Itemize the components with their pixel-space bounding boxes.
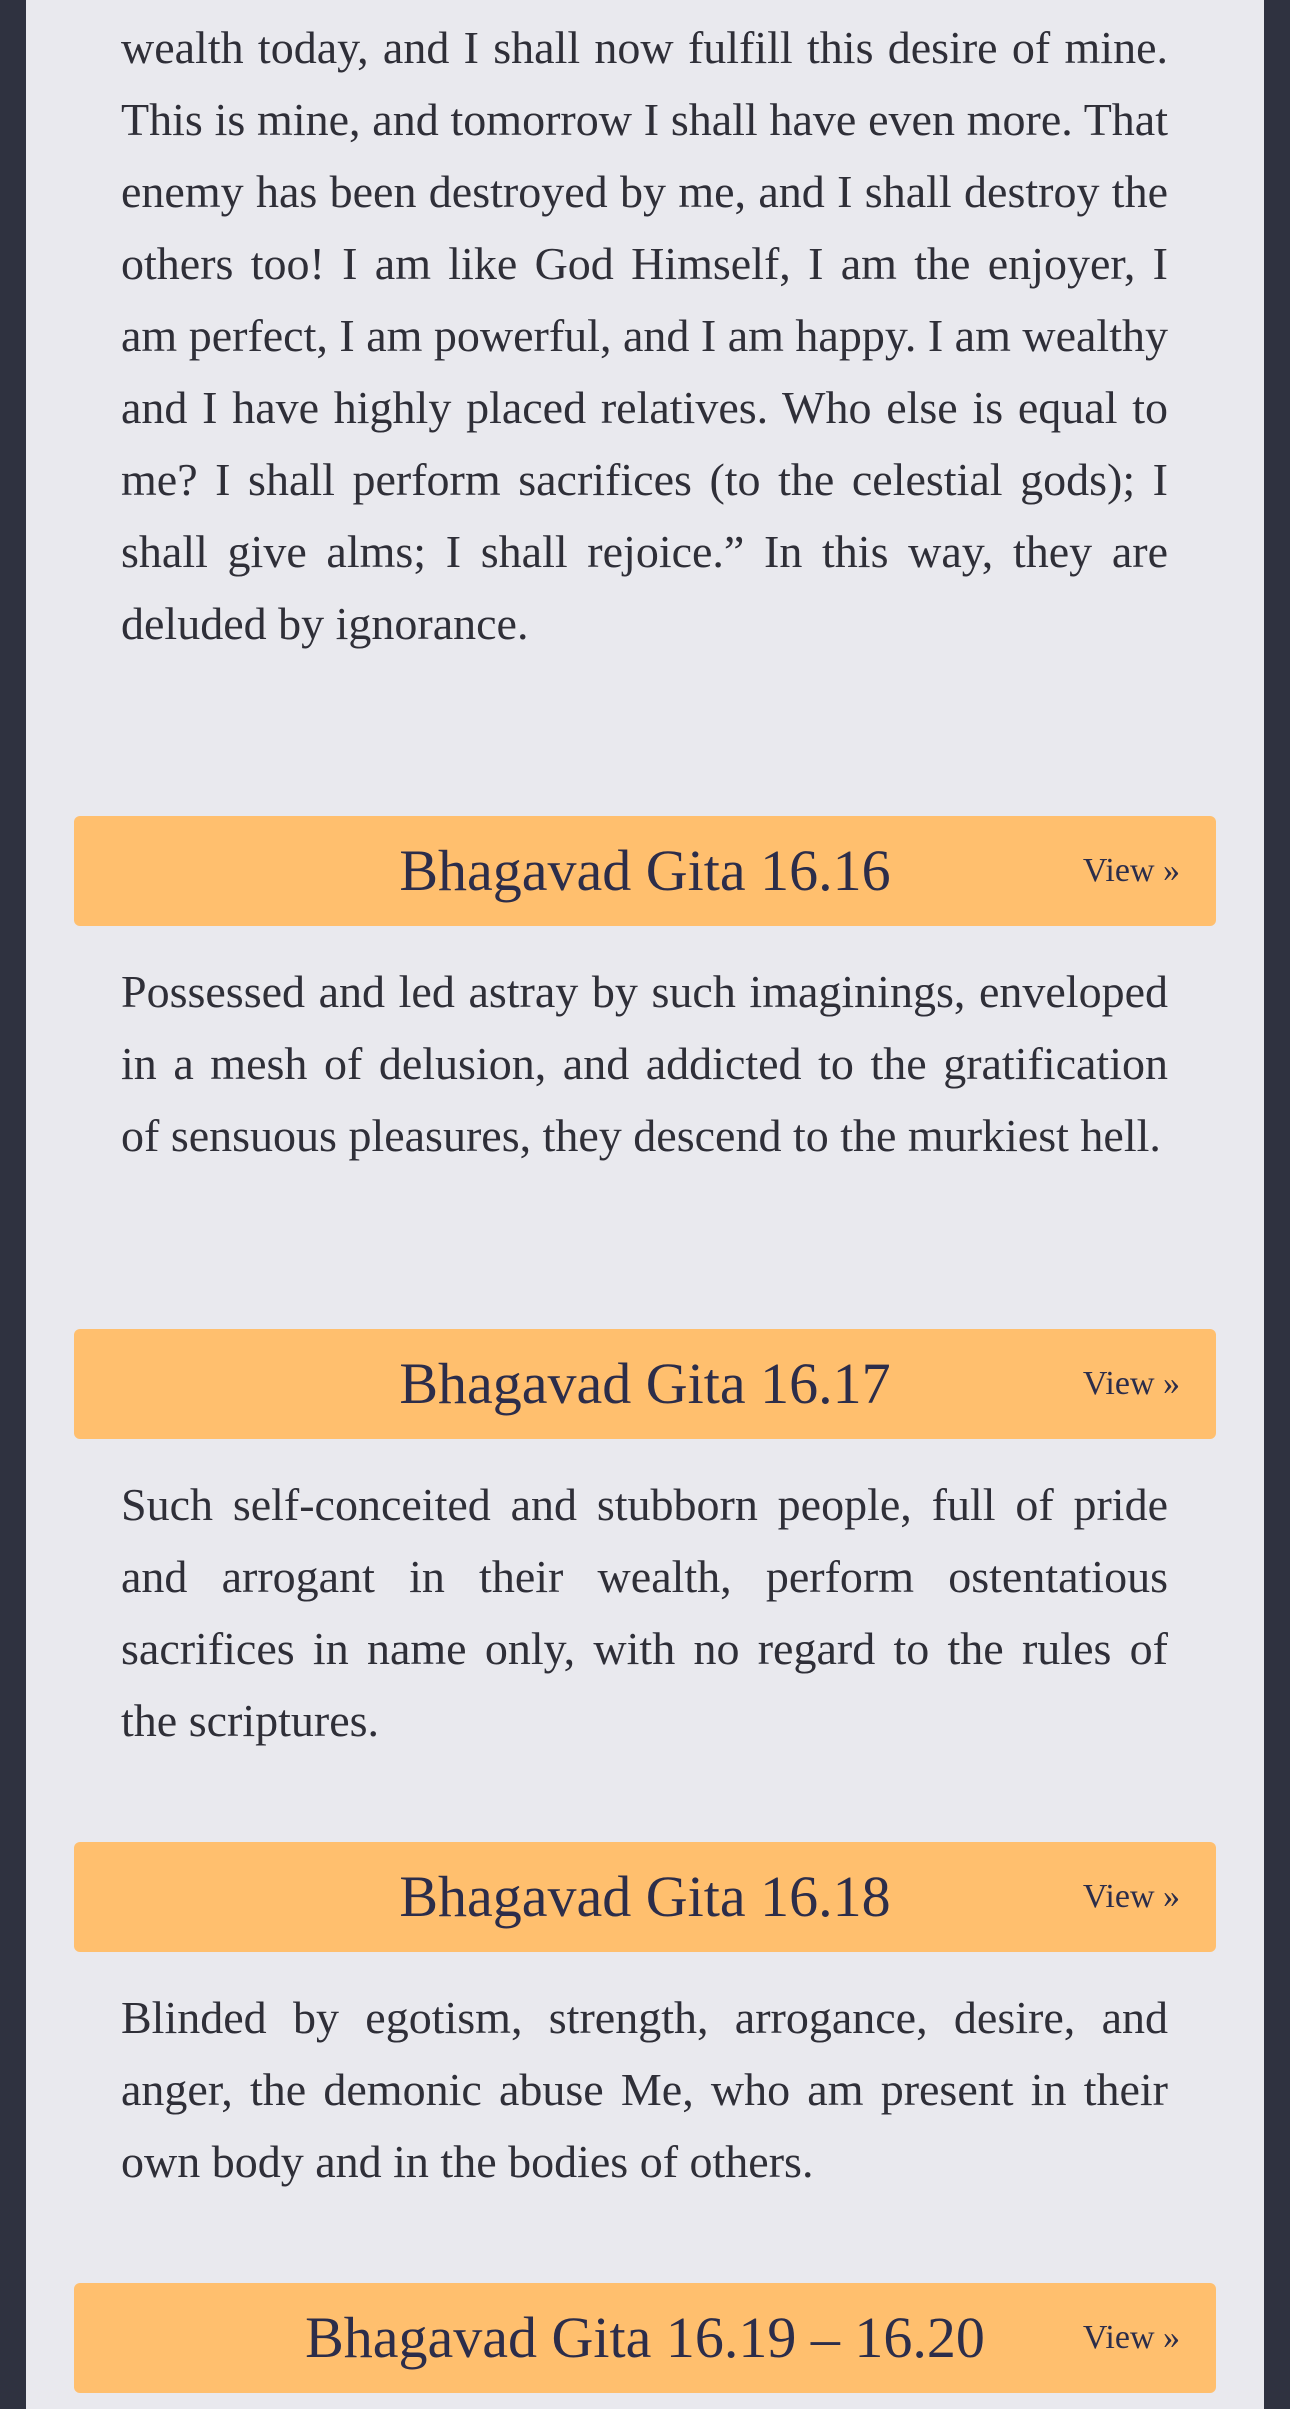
verse-header-16-16	[74, 816, 1216, 926]
verse-title: Bhagavad Gita 16.17	[399, 1351, 891, 1416]
verse-text-16-15: wealth today, and I shall now fulfill this desire of mine. This is mine, and tomorrow I shall have even more. That enemy has been destroyed by me, and I shall destroy the others too! I am like God Himself, I am the enjoyer, I am perfect, I am powerful, and I am happy. I am wealthy and I have highly placed relatives. Who else is equal to me? I shall perform sacrifices (to the celestial gods); I shall give alms; I shall rejoice.” In this way, they are deluded by ignorance.	[121, 22, 1168, 649]
verse-title: Bhagavad Gita 16.18	[399, 1864, 891, 1929]
verse-text-16-18: Blinded by egotism, strength, arrogance, desire, and anger, the demonic abuse Me, who am present in their own body and in the bodies of others.	[121, 1992, 1168, 2187]
verse-header-16-19-20	[74, 2283, 1216, 2393]
view-link[interactable]: View »	[1082, 852, 1180, 889]
view-link[interactable]: View »	[1082, 1365, 1180, 1402]
view-link[interactable]: View »	[1082, 1878, 1180, 1915]
verse-header-16-17	[74, 1329, 1216, 1439]
verse-title: Bhagavad Gita 16.16	[399, 838, 891, 903]
verse-header-16-18	[74, 1842, 1216, 1952]
verse-list-page	[26, 0, 1264, 2409]
verse-title: Bhagavad Gita 16.19 – 16.20	[305, 2305, 985, 2370]
verse-text-16-17: Such self-conceited and stubborn people, full of pride and arrogant in their wealth, perform ostentatious sacrifices in name only, with no regard to the rules of the scriptures.	[121, 1479, 1168, 1746]
view-link[interactable]: View »	[1082, 2319, 1180, 2356]
verse-text-16-16: Possessed and led astray by such imaginings, enveloped in a mesh of delusion, and addicted to the gratification of sensuous pleasures, they descend to the murkiest hell.	[121, 966, 1168, 1161]
